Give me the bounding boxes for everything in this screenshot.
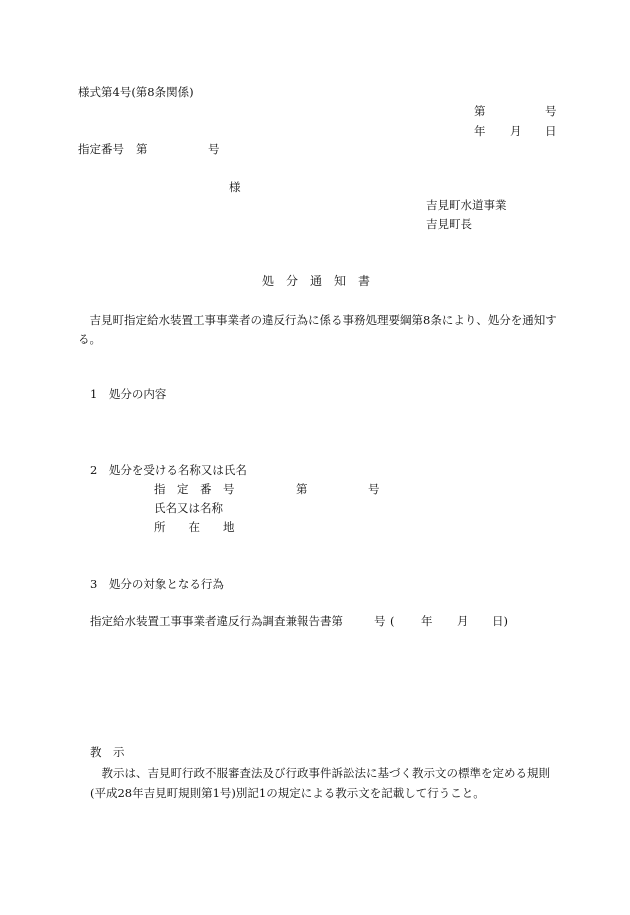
section3-paren-open: ( [390,614,395,628]
date-year: 年 [474,124,486,138]
section3-heading: 3 処分の対象となる行為 [90,577,224,591]
section2-heading: 2 処分を受ける名称又は氏名 [90,463,247,477]
date-month: 月 [510,124,522,138]
section1-heading: 1 処分の内容 [90,387,167,401]
designation-prefix: 第 [136,142,148,156]
instruction-heading: 教 示 [90,745,125,759]
section3-report-number-suffix: 号 [374,614,386,628]
date-day: 日 [545,124,557,138]
designation-suffix: 号 [208,142,220,156]
section3-year: 年 [421,614,433,628]
section2-address-label: 所 在 地 [154,520,235,534]
body-text: 吉見町指定給水装置工事事業者の違反行為に係る事務処理要綱第8条により、処分を通知する。 [78,313,557,346]
section2-designation-label: 指 定 番 号 [154,482,235,496]
section3-report-label: 指定給水装置工事事業者違反行為調査兼報告書第 [90,614,343,628]
form-label: 様式第4号(第8条関係) [78,85,194,99]
addressee-suffix: 様 [229,180,241,194]
section2-designation-prefix: 第 [296,482,308,496]
sender-line1: 吉見町水道事業 [426,198,507,212]
doc-number-suffix: 号 [545,104,557,118]
document-title: 処 分 通 知 書 [262,274,371,288]
section2-designation-suffix: 号 [368,482,380,496]
instruction-text: 教示は、吉見町行政不服審査法及び行政事件訴訟法に基づく教示文の標準を定める規則(平成28年吉見町規則第1号)別記1の規定による教示文を記載して行うこと。 [90,766,550,800]
designation-label: 指定番号 [78,142,124,156]
section3-day: 日) [492,614,508,628]
section3-month: 月 [457,614,469,628]
section2-name-label: 氏名又は名称 [154,501,223,515]
doc-number-prefix: 第 [474,104,486,118]
sender-line2: 吉見町長 [426,217,472,231]
